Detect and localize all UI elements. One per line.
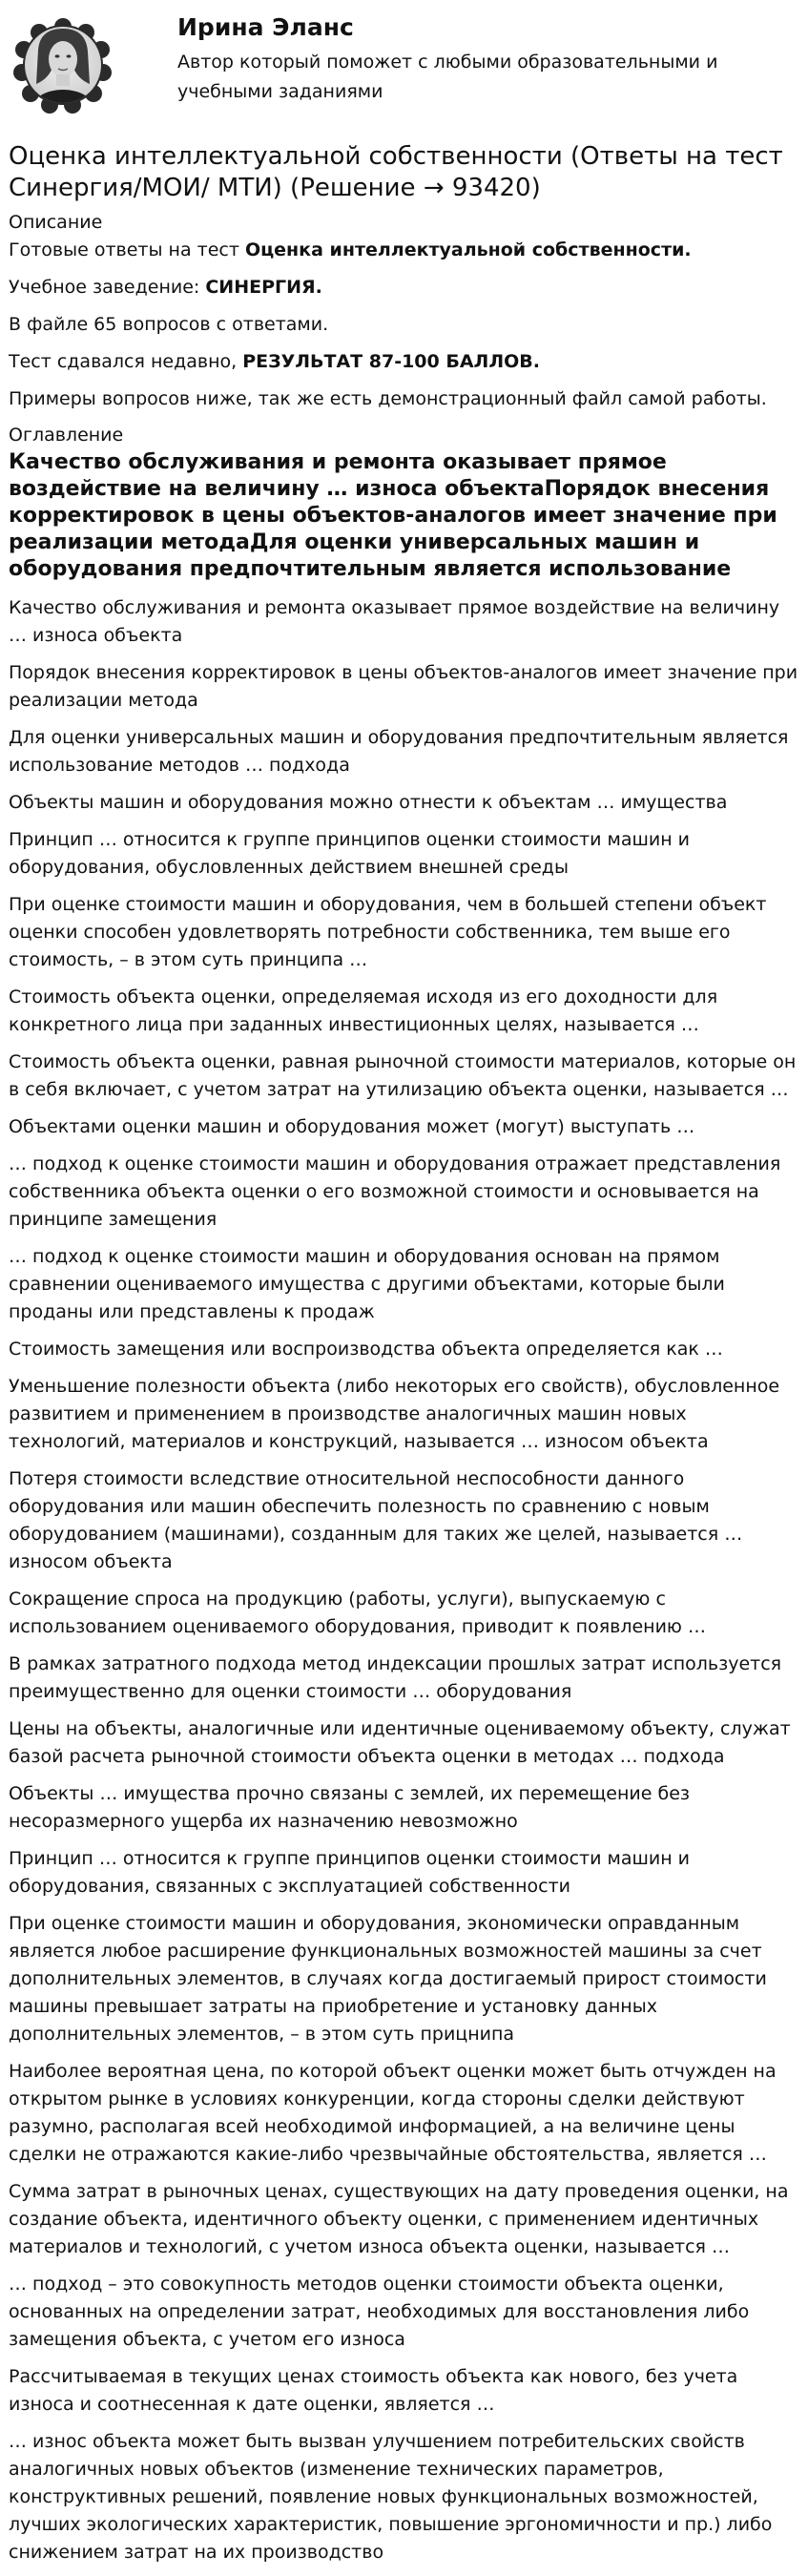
question-item: … подход к оценке стоимости машин и оборудования основан на прямом сравнении оцениваемого имущества с другими объектами, которые были проданы или представлены к продаж bbox=[9, 1246, 725, 1322]
author-header bbox=[0, 0, 808, 134]
question-item: Порядок внесения корректировок в цены объектов-аналогов имеет значение при реализации метода bbox=[9, 662, 798, 711]
author-description: Автор который поможет с любыми образовательными и учебными заданиями bbox=[177, 52, 718, 102]
question-item: Стоимость объекта оценки, равная рыночной стоимости материалов, которые он в себя включает, с учетом затрат на утилизацию объекта оценки, называется … bbox=[9, 1051, 797, 1100]
article bbox=[9, 141, 800, 2576]
question-item: Объекты машин и оборудования можно отнести к объектам … имущества bbox=[9, 792, 728, 813]
question-item: Стоимость объекта оценки, определяемая исходя из его доходности для конкретного лица при заданных инвестиционных целях, называется … bbox=[9, 987, 718, 1035]
description-label: Описание bbox=[9, 212, 103, 233]
question-list bbox=[9, 594, 800, 2566]
question-item: Потеря стоимости вследствие относительной неспособности данного оборудования или машин обеспечить полезность по сравнению с новым оборудованием (машинами), созданным для таких же целей, называется … износом объекта bbox=[9, 1468, 743, 1572]
result-paragraph bbox=[9, 348, 800, 376]
description-bold: Оценка интеллектуальной собственности. bbox=[244, 239, 692, 260]
institution-paragraph bbox=[9, 274, 800, 301]
question-item: … подход – это совокупность методов оценки стоимости объекта оценки, основанных на определении затрат, необходимых для восстановления либо замещения объекта, с учетом его износа bbox=[9, 2274, 750, 2350]
examples-note: Примеры вопросов ниже, так же есть демонстрационный файл самой работы. bbox=[9, 388, 767, 409]
question-item: … износ объекта может быть вызван улучшением потребительских свойств аналогичных новых объектов (изменение технических параметров, конструктивных решений, появление новых функциональных возможностей, лучших экологических характеристик, повышение эргономичности и пр.) либо снижением затрат на их производство bbox=[9, 2431, 773, 2563]
question-item: Объектами оценки машин и оборудования может (могут) выступать … bbox=[9, 1116, 695, 1137]
question-item: При оценке стоимости машин и оборудования, чем в большей степени объект оценки способен удовлетворять потребности собственника, тем выше его стоимость, – в этом суть принципа … bbox=[9, 894, 767, 970]
institution-name: СИНЕРГИЯ. bbox=[205, 277, 322, 298]
question-item: Наиболее вероятная цена, по которой объект оценки может быть отчужден на открытом рынке в условиях конкуренции, когда стороны сделки действуют разумно, располагая всей необходимой информацией, а на величине цены сделки не отражаются какие-либо чрезвычайные обстоятельства, является … bbox=[9, 2061, 777, 2165]
result-score: РЕЗУЛЬТАТ 87-100 БАЛЛОВ. bbox=[242, 351, 540, 372]
question-item: Сокращение спроса на продукцию (работы, услуги), выпускаемую с использованием оцениваемого оборудования, приводит к появлению … bbox=[9, 1589, 706, 1637]
toc-label: Оглавление bbox=[9, 425, 124, 446]
question-item: … подход к оценке стоимости машин и оборудования отражает представления собственника объекта оценки о его возможной стоимости и основывается на принципе замещения bbox=[9, 1153, 781, 1230]
institution-label: Учебное заведение: bbox=[9, 277, 206, 298]
question-item: Принцип … относится к группе принципов оценки стоимости машин и оборудования, обусловленных действием внешней среды bbox=[9, 829, 691, 878]
author-avatar[interactable] bbox=[10, 11, 116, 118]
question-item: Сумма затрат в рыночных ценах, существующих на дату проведения оценки, на создание объекта, идентичного объекту оценки, с применением идентичных материалов и технологий, с учетом износа объекта оценки, называется … bbox=[9, 2181, 789, 2257]
question-item: Стоимость замещения или воспроизводства объекта определяется как … bbox=[9, 1339, 723, 1360]
page-title: Оценка интеллектуальной собственности (Ответы на тест Синергия/МОИ/ МТИ) (Решение → 93420) bbox=[9, 142, 783, 202]
result-text: Тест сдавался недавно, bbox=[9, 351, 243, 372]
toc-heading: Качество обслуживания и ремонта оказывает прямое воздействие на величину … износа объектаПорядок внесения корректировок в цены объектов-аналогов имеет значение при реализации методаДля оценки универсальных машин и оборудования предпочтительным является использование bbox=[9, 450, 777, 581]
description-text: Готовые ответы на тест bbox=[9, 239, 245, 260]
question-item: Объекты … имущества прочно связаны с землей, их перемещение без несоразмерного ущерба их назначению невозможно bbox=[9, 1783, 691, 1832]
question-item: Рассчитываемая в текущих ценах стоимость объекта как нового, без учета износа и соотнесенная к дате оценки, является … bbox=[9, 2366, 738, 2415]
question-item: Принцип … относится к группе принципов оценки стоимости машин и оборудования, связанных с эксплуатацией собственности bbox=[9, 1848, 691, 1897]
question-item: Уменьшение полезности объекта (либо некоторых его свойств), обусловленное развитием и применением в производстве аналогичных машин новых технологий, материалов и конструкций, называется … износом объекта bbox=[9, 1376, 780, 1452]
question-item: Для оценки универсальных машин и оборудования предпочтительным является использование методов … подхода bbox=[9, 727, 789, 776]
question-item: При оценке стоимости машин и оборудования, экономически оправданным является любое расширение функциональных возможностей машины за счет дополнительных элементов, в случаях когда достигаемый прирост стоимости машины превышает затраты на приобретение и установку данных дополнительных элементов, – в этом суть прицнипа bbox=[9, 1913, 767, 2045]
question-item: Цены на объекты, аналогичные или идентичные оцениваемому объекту, служат базой расчета рыночной стоимости объекта оценки в методах … подхода bbox=[9, 1718, 791, 1767]
question-item: Качество обслуживания и ремонта оказывает прямое воздействие на величину … износа объекта bbox=[9, 597, 780, 646]
question-count-text: В файле 65 вопросов с ответами. bbox=[9, 314, 329, 335]
description-paragraph bbox=[9, 237, 800, 264]
question-item: В рамках затратного подхода метод индексации прошлых затрат используется преимущественно для оценки стоимости … оборудования bbox=[9, 1653, 782, 1702]
author-name[interactable]: Ирина Эланс bbox=[177, 13, 354, 41]
